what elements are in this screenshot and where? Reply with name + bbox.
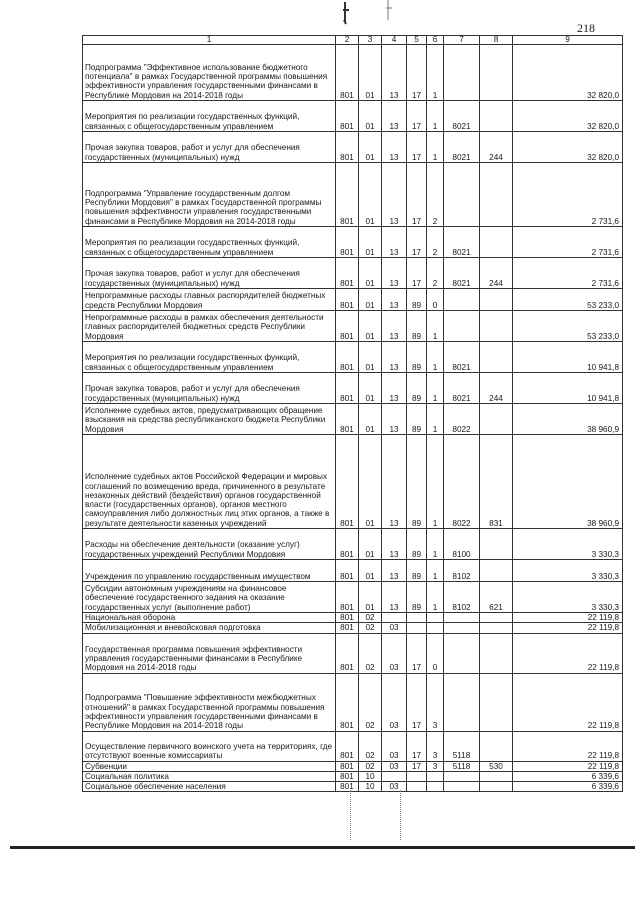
row-code-c2: 801 [336, 731, 359, 761]
row-code-c6: 0 [427, 289, 444, 311]
row-code-c7 [444, 782, 480, 792]
table-row [83, 373, 623, 404]
row-code-c3: 02 [359, 623, 382, 633]
column-number: 5 [407, 36, 427, 45]
row-amount: 2 731,6 [513, 227, 623, 258]
row-amount: 3 330,3 [513, 529, 623, 560]
column-number: 9 [513, 36, 623, 45]
row-code-c6 [427, 623, 444, 633]
row-name: Национальная оборона [83, 613, 336, 623]
row-code-c7: 8021 [444, 342, 480, 373]
row-code-c7: 8021 [444, 101, 480, 132]
row-code-c8 [480, 633, 513, 673]
row-name: Подпрограмма "Эффективное использование бюджетного потенциала" в рамках Государственной программы повышения эффективности управления государственными финансами в Республике Мордовия на 2014-2018 годы [83, 45, 336, 101]
row-code-c7: 8100 [444, 529, 480, 560]
column-number: 2 [336, 36, 359, 45]
row-code-c4: 13 [382, 560, 407, 582]
row-code-c4: 03 [382, 761, 407, 771]
row-name: Подпрограмма "Управление государственным долгом Республики Мордовия" в рамках Государственной программы повышения эффективности управления государственными финансами в Республике Мордовия на 2014-2018 годы [83, 163, 336, 227]
row-code-c6: 1 [427, 342, 444, 373]
row-name: Учреждения по управлению государственным имуществом [83, 560, 336, 582]
row-code-c6: 0 [427, 633, 444, 673]
row-code-c6: 1 [427, 582, 444, 613]
row-name: Непрограммные расходы главных распорядителей бюджетных средств Республики Мордовия [83, 289, 336, 311]
row-code-c7: 5118 [444, 731, 480, 761]
row-code-c2: 801 [336, 633, 359, 673]
row-code-c3: 01 [359, 258, 382, 289]
row-code-c8: 530 [480, 761, 513, 771]
row-code-c2: 801 [336, 258, 359, 289]
row-code-c5: 89 [407, 342, 427, 373]
row-code-c3: 02 [359, 673, 382, 731]
row-code-c2: 801 [336, 342, 359, 373]
table-row [83, 101, 623, 132]
row-code-c8 [480, 623, 513, 633]
row-code-c8: 244 [480, 132, 513, 163]
column-number-row [83, 36, 623, 45]
column-number: 6 [427, 36, 444, 45]
row-code-c3: 01 [359, 289, 382, 311]
row-code-c2: 801 [336, 582, 359, 613]
row-code-c6 [427, 782, 444, 792]
row-name: Мероприятия по реализации государственных функций, связанных с общегосударственным управлением [83, 227, 336, 258]
row-code-c7: 8102 [444, 582, 480, 613]
row-code-c2: 801 [336, 529, 359, 560]
row-amount: 2 731,6 [513, 163, 623, 227]
row-code-c4: 03 [382, 731, 407, 761]
row-code-c2: 801 [336, 101, 359, 132]
row-code-c3: 01 [359, 582, 382, 613]
row-code-c6 [427, 613, 444, 623]
row-name: Исполнение судебных актов Российской Федерации и мировых соглашений по возмещению вреда, причиненного в результате незаконных действий (бездействия) органов государственной власти (государственных органов), органов местного самоуправления либо должностных лиц этих органов, а также в результате деятельности казенных учреждений [83, 435, 336, 529]
row-code-c2: 801 [336, 163, 359, 227]
row-code-c5 [407, 782, 427, 792]
row-code-c3: 01 [359, 163, 382, 227]
row-code-c6: 2 [427, 227, 444, 258]
row-code-c7 [444, 289, 480, 311]
row-code-c5 [407, 623, 427, 633]
row-code-c7: 8021 [444, 373, 480, 404]
row-code-c8 [480, 311, 513, 342]
row-name: Подпрограмма "Повышение эффективности межбюджетных отношений" в рамках Государственной программы повышения эффективности управления государственными финансами в Республике Мордовия на 2014-2018 годы [83, 673, 336, 731]
row-code-c6: 1 [427, 132, 444, 163]
row-code-c5: 17 [407, 45, 427, 101]
row-code-c4: 13 [382, 289, 407, 311]
row-code-c8: 831 [480, 435, 513, 529]
row-amount: 22 119,8 [513, 761, 623, 771]
row-code-c6: 1 [427, 373, 444, 404]
row-code-c6: 2 [427, 258, 444, 289]
row-code-c8 [480, 613, 513, 623]
row-code-c3: 01 [359, 227, 382, 258]
row-code-c6: 1 [427, 560, 444, 582]
row-code-c8 [480, 731, 513, 761]
row-code-c8 [480, 771, 513, 781]
row-code-c6: 1 [427, 435, 444, 529]
row-code-c2: 801 [336, 782, 359, 792]
row-code-c8 [480, 342, 513, 373]
row-code-c3: 01 [359, 373, 382, 404]
table-row [83, 435, 623, 529]
row-code-c8: 244 [480, 373, 513, 404]
row-code-c3: 01 [359, 404, 382, 435]
table-row [83, 623, 623, 633]
table-row [83, 529, 623, 560]
row-name: Осуществление первичного воинского учета на территориях, где отсутствуют военные комиссариаты [83, 731, 336, 761]
table-row [83, 258, 623, 289]
row-code-c4: 13 [382, 132, 407, 163]
row-code-c5: 17 [407, 673, 427, 731]
column-number: 3 [359, 36, 382, 45]
row-code-c2: 801 [336, 132, 359, 163]
row-code-c4: 13 [382, 227, 407, 258]
row-code-c7: 8022 [444, 404, 480, 435]
row-code-c4: 03 [382, 673, 407, 731]
row-code-c4: 03 [382, 782, 407, 792]
row-name: Социальное обеспечение населения [83, 782, 336, 792]
row-amount: 32 820,0 [513, 45, 623, 101]
row-code-c3: 01 [359, 342, 382, 373]
row-code-c2: 801 [336, 45, 359, 101]
scan-artifact [400, 790, 401, 840]
row-code-c8 [480, 529, 513, 560]
row-code-c5: 89 [407, 435, 427, 529]
table-row [83, 342, 623, 373]
row-amount: 10 941,8 [513, 342, 623, 373]
row-amount: 32 820,0 [513, 132, 623, 163]
row-code-c3: 01 [359, 529, 382, 560]
row-code-c4: 13 [382, 258, 407, 289]
row-code-c8 [480, 101, 513, 132]
table-row [83, 761, 623, 771]
row-code-c5: 89 [407, 311, 427, 342]
table-row [83, 227, 623, 258]
column-number: 7 [444, 36, 480, 45]
row-amount: 53 233,0 [513, 311, 623, 342]
row-code-c4: 13 [382, 342, 407, 373]
row-code-c7 [444, 613, 480, 623]
row-code-c5: 17 [407, 227, 427, 258]
row-code-c5: 17 [407, 101, 427, 132]
row-code-c7: 8021 [444, 132, 480, 163]
row-code-c7: 5118 [444, 761, 480, 771]
row-name: Исполнение судебных актов, предусматривающих обращение взыскания на средства республиканского бюджета Республики Мордовия [83, 404, 336, 435]
row-code-c2: 801 [336, 771, 359, 781]
row-code-c5: 89 [407, 289, 427, 311]
row-code-c6: 2 [427, 163, 444, 227]
row-code-c2: 801 [336, 623, 359, 633]
row-name: Расходы на обеспечение деятельности (оказание услуг) государственных учреждений Республики Мордовия [83, 529, 336, 560]
row-code-c6: 3 [427, 731, 444, 761]
row-code-c5: 17 [407, 731, 427, 761]
row-code-c4: 13 [382, 163, 407, 227]
row-code-c4: 13 [382, 435, 407, 529]
row-code-c4: 13 [382, 101, 407, 132]
row-amount: 3 330,3 [513, 560, 623, 582]
row-code-c5: 89 [407, 404, 427, 435]
binding-clip-mark [340, 0, 400, 28]
column-number: 8 [480, 36, 513, 45]
table-row [83, 560, 623, 582]
row-amount: 6 339,6 [513, 771, 623, 781]
row-name: Мобилизационная и вневойсковая подготовка [83, 623, 336, 633]
row-code-c3: 01 [359, 45, 382, 101]
table-row [83, 613, 623, 623]
row-code-c2: 801 [336, 435, 359, 529]
row-code-c3: 01 [359, 435, 382, 529]
row-code-c2: 801 [336, 560, 359, 582]
row-amount: 53 233,0 [513, 289, 623, 311]
row-code-c7 [444, 311, 480, 342]
row-amount: 32 820,0 [513, 101, 623, 132]
table-row [83, 731, 623, 761]
column-number: 1 [83, 36, 336, 45]
row-code-c3: 01 [359, 101, 382, 132]
row-code-c7: 8021 [444, 227, 480, 258]
row-code-c5 [407, 613, 427, 623]
row-amount: 38 960,9 [513, 435, 623, 529]
row-code-c2: 801 [336, 289, 359, 311]
row-amount: 22 119,8 [513, 623, 623, 633]
row-code-c3: 02 [359, 633, 382, 673]
table-row [83, 311, 623, 342]
row-name: Государственная программа повышения эффективности управления государственными финансами в Республике Мордовия на 2014-2018 годы [83, 633, 336, 673]
row-code-c5: 17 [407, 258, 427, 289]
table-row [83, 582, 623, 613]
row-name: Субсидии автономным учреждениям на финансовое обеспечение государственного задания на оказание государственных услуг (выполнение работ) [83, 582, 336, 613]
row-name: Прочая закупка товаров, работ и услуг для обеспечения государственных (муниципальных) нужд [83, 132, 336, 163]
row-code-c8 [480, 289, 513, 311]
row-code-c4: 13 [382, 582, 407, 613]
row-code-c6: 1 [427, 529, 444, 560]
row-code-c7 [444, 771, 480, 781]
row-code-c7 [444, 633, 480, 673]
row-code-c5: 17 [407, 633, 427, 673]
row-code-c8 [480, 673, 513, 731]
row-code-c7 [444, 45, 480, 101]
row-code-c3: 10 [359, 771, 382, 781]
table-row [83, 771, 623, 781]
row-code-c4: 13 [382, 45, 407, 101]
row-code-c5: 17 [407, 163, 427, 227]
column-number: 4 [382, 36, 407, 45]
row-code-c5: 89 [407, 582, 427, 613]
row-code-c7: 8022 [444, 435, 480, 529]
row-code-c3: 02 [359, 613, 382, 623]
row-amount: 10 941,8 [513, 373, 623, 404]
row-code-c3: 10 [359, 782, 382, 792]
row-code-c4: 13 [382, 529, 407, 560]
table-row [83, 782, 623, 792]
row-amount: 38 960,9 [513, 404, 623, 435]
row-code-c6: 3 [427, 761, 444, 771]
row-code-c7: 8102 [444, 560, 480, 582]
row-name: Социальная политика [83, 771, 336, 781]
row-code-c5 [407, 771, 427, 781]
row-code-c6: 3 [427, 673, 444, 731]
row-code-c4: 13 [382, 373, 407, 404]
row-code-c6: 1 [427, 45, 444, 101]
row-code-c2: 801 [336, 404, 359, 435]
row-code-c8: 244 [480, 258, 513, 289]
row-name: Мероприятия по реализации государственных функций, связанных с общегосударственным управлением [83, 101, 336, 132]
table-row [83, 404, 623, 435]
row-code-c5: 17 [407, 132, 427, 163]
row-code-c2: 801 [336, 227, 359, 258]
row-code-c3: 02 [359, 731, 382, 761]
row-code-c6: 1 [427, 404, 444, 435]
row-amount: 3 330,3 [513, 582, 623, 613]
row-name: Прочая закупка товаров, работ и услуг для обеспечения государственных (муниципальных) нужд [83, 258, 336, 289]
row-code-c8 [480, 45, 513, 101]
budget-table [82, 35, 623, 792]
row-code-c5: 17 [407, 761, 427, 771]
row-amount: 22 119,8 [513, 673, 623, 731]
row-code-c7 [444, 623, 480, 633]
row-code-c8 [480, 404, 513, 435]
row-name: Прочая закупка товаров, работ и услуг для обеспечения государственных (муниципальных) нужд [83, 373, 336, 404]
row-code-c3: 01 [359, 311, 382, 342]
row-code-c4: 13 [382, 404, 407, 435]
row-code-c8: 621 [480, 582, 513, 613]
row-code-c5: 89 [407, 373, 427, 404]
row-code-c2: 801 [336, 761, 359, 771]
row-amount: 6 339,6 [513, 782, 623, 792]
row-code-c6: 1 [427, 311, 444, 342]
row-code-c7 [444, 673, 480, 731]
table-row [83, 633, 623, 673]
row-code-c5: 89 [407, 529, 427, 560]
row-code-c7: 8021 [444, 258, 480, 289]
row-code-c8 [480, 782, 513, 792]
row-code-c7 [444, 163, 480, 227]
table-row [83, 45, 623, 101]
row-name: Мероприятия по реализации государственных функций, связанных с общегосударственным управлением [83, 342, 336, 373]
row-code-c8 [480, 163, 513, 227]
table-row [83, 289, 623, 311]
row-code-c2: 801 [336, 673, 359, 731]
row-name: Непрограммные расходы в рамках обеспечения деятельности главных распорядителей бюджетных средств Республики Мордовия [83, 311, 336, 342]
row-code-c3: 02 [359, 761, 382, 771]
row-code-c4 [382, 613, 407, 623]
bottom-rule [10, 846, 635, 849]
row-code-c5: 89 [407, 560, 427, 582]
table-row [83, 673, 623, 731]
table-row [83, 132, 623, 163]
row-code-c4: 03 [382, 633, 407, 673]
row-amount: 2 731,6 [513, 258, 623, 289]
row-amount: 22 119,8 [513, 613, 623, 623]
row-code-c3: 01 [359, 560, 382, 582]
row-code-c8 [480, 560, 513, 582]
row-code-c3: 01 [359, 132, 382, 163]
row-code-c6 [427, 771, 444, 781]
row-code-c2: 801 [336, 613, 359, 623]
row-code-c2: 801 [336, 311, 359, 342]
row-code-c6: 1 [427, 101, 444, 132]
row-code-c4: 03 [382, 623, 407, 633]
row-amount: 22 119,8 [513, 633, 623, 673]
table-row [83, 163, 623, 227]
row-code-c4: 13 [382, 311, 407, 342]
scan-artifact [350, 790, 351, 840]
row-name: Субвенции [83, 761, 336, 771]
row-code-c2: 801 [336, 373, 359, 404]
row-amount: 22 119,8 [513, 731, 623, 761]
row-code-c4 [382, 771, 407, 781]
page-number: 218 [577, 21, 595, 35]
row-code-c8 [480, 227, 513, 258]
